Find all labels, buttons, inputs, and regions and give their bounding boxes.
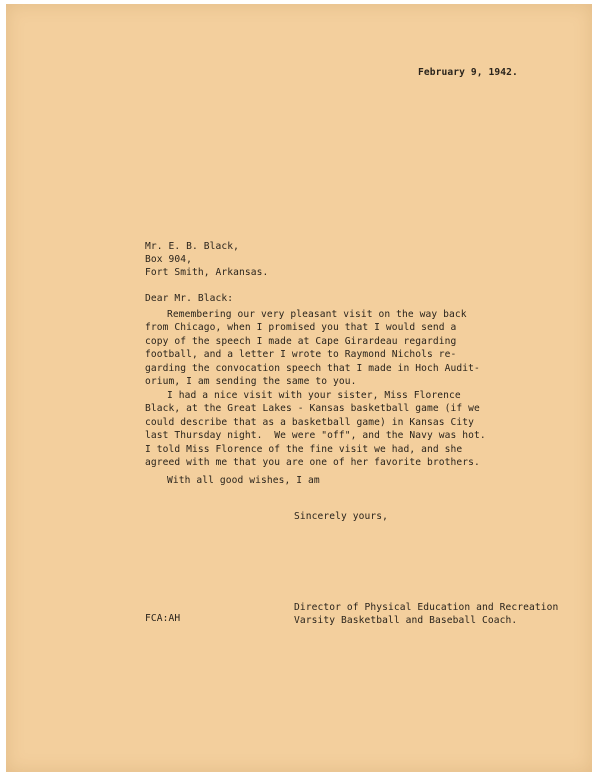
paragraph-line: football, and a letter I wrote to Raymond Nichols re- xyxy=(145,349,457,361)
paragraph-line: copy of the speech I made at Cape Girardeau regarding xyxy=(145,335,457,347)
paragraph-1 xyxy=(145,308,575,388)
paragraph-line: from Chicago, when I promised you that I would send a xyxy=(145,322,457,334)
letter-date: February 9, 1942. xyxy=(418,67,518,78)
paragraph-line: Remembering our very pleasant visit on the way back xyxy=(167,309,467,320)
salutation: Dear Mr. Black: xyxy=(145,293,234,304)
paragraph-3 xyxy=(145,474,575,487)
paragraph-line: I had a nice visit with your sister, Miss Florence xyxy=(167,390,461,401)
letter-page xyxy=(6,4,592,772)
paragraph-line: last Thursday night. We were "off", and the Navy was hot. xyxy=(145,430,486,442)
recipient-name: Mr. E. B. Black, xyxy=(145,241,240,252)
closing: Sincerely yours, xyxy=(294,511,389,522)
signature-title-line: Director of Physical Education and Recreation xyxy=(294,602,559,613)
paragraph-2 xyxy=(145,389,575,469)
paragraph-line: I told Miss Florence of the fine visit we had, and she xyxy=(145,443,463,455)
signature-title-line: Varsity Basketball and Baseball Coach. xyxy=(294,615,518,627)
recipient-city: Fort Smith, Arkansas. xyxy=(145,267,269,278)
paragraph-line: With all good wishes, I am xyxy=(167,475,320,486)
paragraph-line: Black, at the Great Lakes - Kansas basketball game (if we xyxy=(145,403,480,415)
paragraph-line: could describe that as a basketball game) in Kansas City xyxy=(145,416,475,428)
paragraph-line: garding the convocation speech that I made in Hoch Audit- xyxy=(145,362,480,374)
typist-initials: FCA:AH xyxy=(145,613,181,624)
signature-title xyxy=(294,601,558,628)
paragraph-line: agreed with me that you are one of her favorite brothers. xyxy=(145,456,480,468)
recipient-box: Box 904, xyxy=(145,254,193,265)
paragraph-line: orium, I am sending the same to you. xyxy=(145,375,357,387)
